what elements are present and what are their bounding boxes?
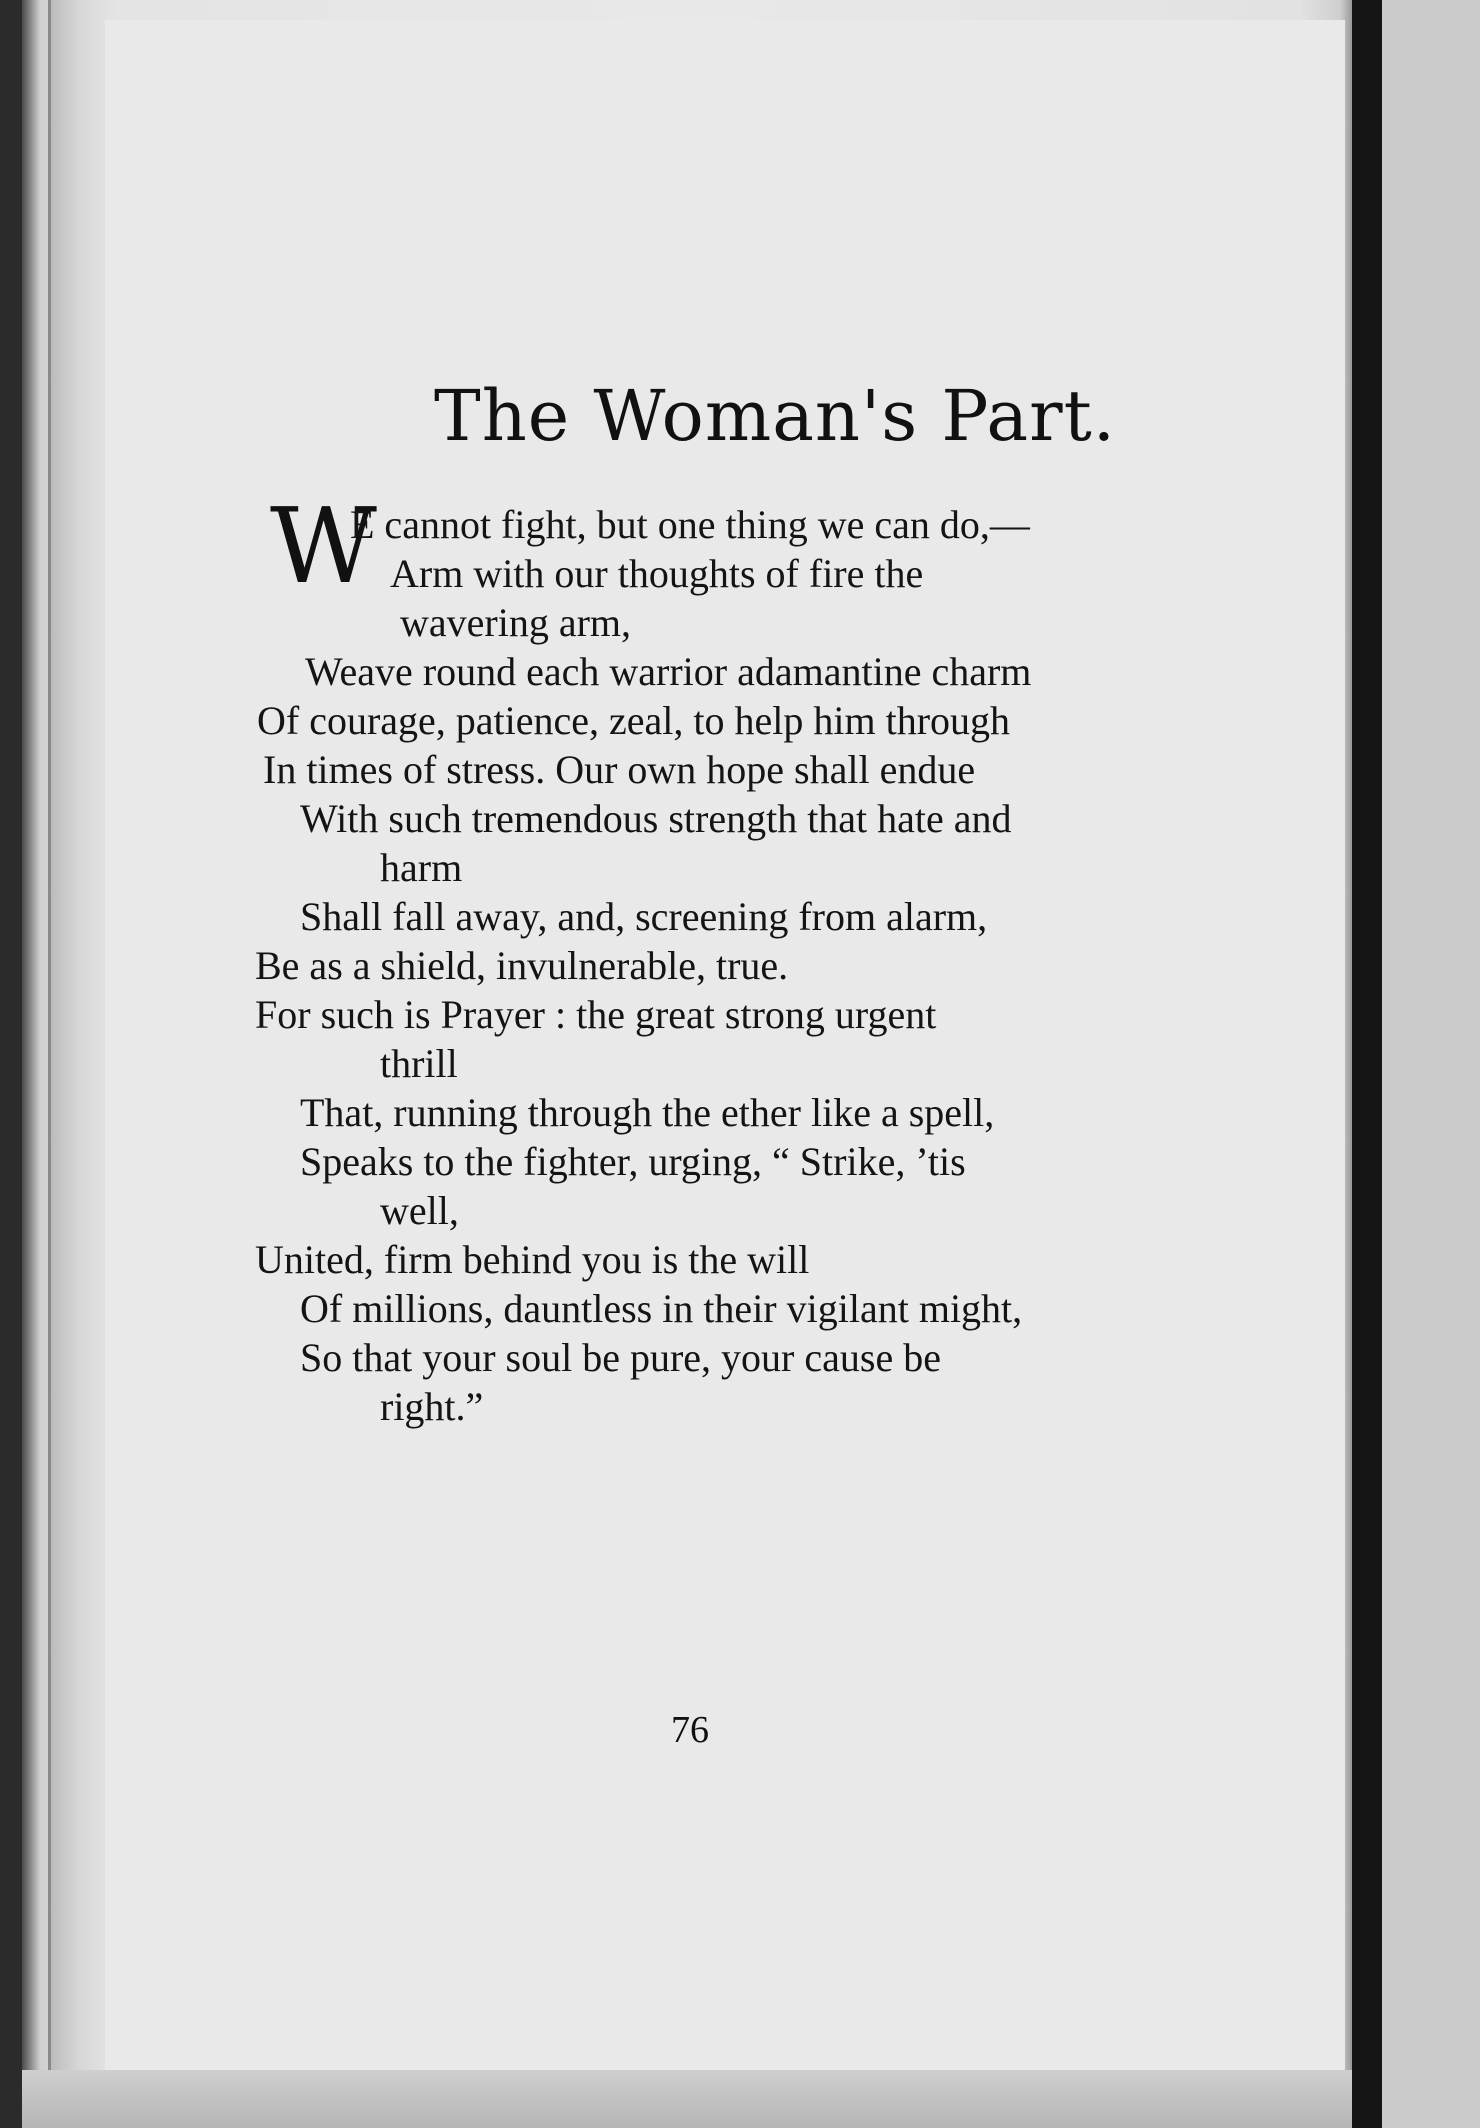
first-stanza-opening	[255, 485, 1175, 647]
poem-line: right.”	[380, 1384, 484, 1429]
poem-line: With such tremendous strength that hate and	[300, 796, 1012, 841]
book-edge-bottom	[22, 2070, 1352, 2128]
poem-line: E cannot fight, but one thing we can do,—	[350, 502, 1030, 547]
adjacent-page-edge	[1382, 0, 1480, 2128]
poem-line: For such is Prayer : the great strong urgent	[255, 992, 937, 1037]
page-gutter	[48, 0, 111, 2128]
poem-line: In times of stress. Our own hope shall endue	[263, 747, 976, 792]
poem-line: harm	[380, 845, 463, 890]
poem-line: Weave round each warrior adamantine charm	[305, 649, 1032, 694]
poem-line: Of millions, dauntless in their vigilant might,	[300, 1286, 1023, 1331]
drop-cap: W	[270, 485, 377, 607]
poem-title: The Woman's Part.	[434, 375, 1116, 457]
poem-line: well,	[380, 1188, 459, 1233]
poem-line: That, running through the ether like a spell,	[300, 1090, 995, 1135]
poem-body	[255, 485, 1175, 1431]
poem-line: Speaks to the fighter, urging, “ Strike, ’tis	[300, 1139, 966, 1184]
book-edge-left	[0, 0, 22, 2128]
page-number: 76	[671, 1709, 709, 1751]
poem-line: Shall fall away, and, screening from alarm,	[300, 894, 988, 939]
poem-line: Of courage, patience, zeal, to help him through	[257, 698, 1011, 743]
poem-line: thrill	[380, 1041, 458, 1086]
poem-line: wavering arm,	[400, 600, 632, 645]
poem-line: Arm with our thoughts of fire the	[390, 551, 924, 596]
poem-line: Be as a shield, invulnerable, true.	[255, 943, 789, 988]
poem-line: So that your soul be pure, your cause be	[300, 1335, 941, 1380]
poem-line: United, firm behind you is the will	[255, 1237, 810, 1282]
book-spine-shadow	[1352, 0, 1382, 2128]
